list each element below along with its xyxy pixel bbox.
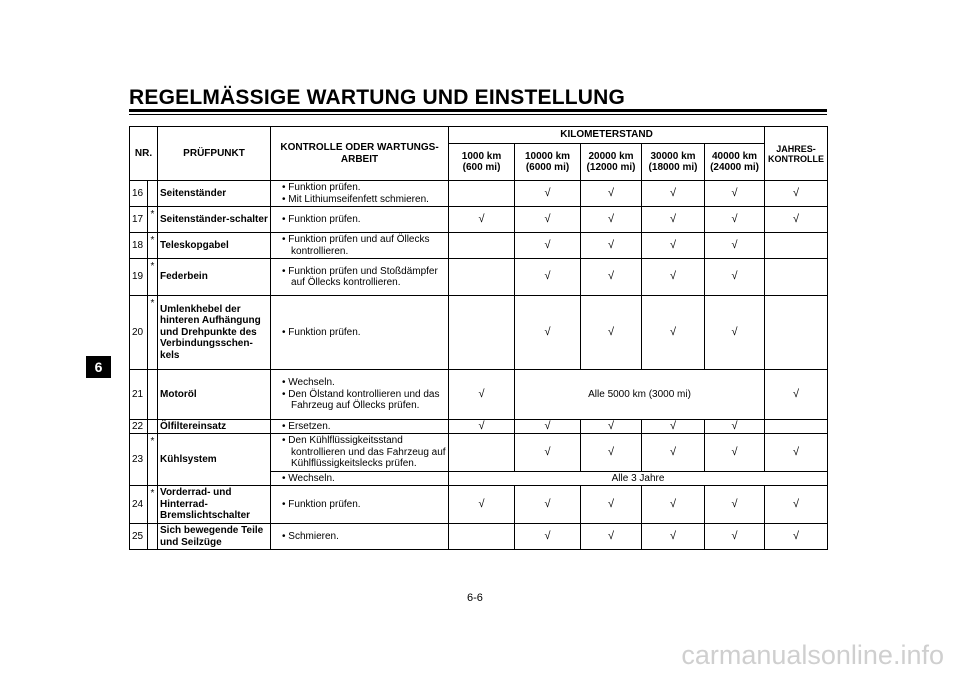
check-mark: √ — [765, 181, 828, 207]
header-km-col — [581, 144, 642, 181]
check-mark: √ — [705, 434, 765, 472]
check-mark: √ — [705, 233, 765, 259]
asterisk-mark — [148, 370, 158, 420]
check-mark — [449, 259, 515, 296]
table-row — [130, 420, 828, 434]
work-cell — [271, 420, 449, 434]
interval-text: Alle 3 Jahre — [449, 472, 828, 486]
table-row — [130, 259, 828, 296]
work-item: • Funktion prüfen. — [273, 214, 446, 226]
header-km-value: 10000 km — [524, 150, 571, 162]
check-mark: √ — [581, 259, 642, 296]
page-number: 6-6 — [467, 592, 483, 604]
check-mark: √ — [581, 524, 642, 550]
table-row — [130, 233, 828, 259]
work-cell — [271, 370, 449, 420]
check-mark — [449, 233, 515, 259]
check-mark: √ — [705, 181, 765, 207]
asterisk-mark: * — [148, 207, 158, 233]
work-cell — [271, 486, 449, 524]
header-mi-value: (12000 mi) — [586, 162, 636, 173]
work-item: • Funktion prüfen. — [273, 182, 446, 194]
header-km-group: KILOMETERSTAND — [449, 127, 765, 144]
work-item: • Wechseln. — [273, 377, 446, 389]
asterisk-mark: * — [148, 233, 158, 259]
work-cell — [271, 233, 449, 259]
header-nr: NR. — [130, 127, 158, 181]
check-mark: √ — [642, 486, 705, 524]
check-mark: √ — [705, 207, 765, 233]
header-mi-value: (24000 mi) — [710, 162, 759, 173]
header-km-col — [449, 144, 515, 181]
check-mark — [449, 296, 515, 370]
check-mark: √ — [581, 486, 642, 524]
check-mark: √ — [642, 524, 705, 550]
work-item: • Mit Lithiumseifenfett schmieren. — [273, 194, 446, 206]
check-mark: √ — [705, 486, 765, 524]
work-item: • Funktion prüfen. — [273, 499, 446, 511]
item-name: Sich bewegende Teile und Seilzüge — [158, 524, 271, 550]
item-name: Vorderrad- und Hinterrad-Bremslichtschalter — [158, 486, 271, 524]
header-km-col — [705, 144, 765, 181]
header-annual: JAHRES-KONTROLLE — [765, 127, 828, 181]
check-mark: √ — [515, 434, 581, 472]
interval-text: Alle 5000 km (3000 mi) — [515, 370, 765, 420]
check-mark: √ — [515, 486, 581, 524]
asterisk-mark: * — [148, 296, 158, 370]
header-mi-value: (6000 mi) — [525, 162, 570, 173]
row-number: 23 — [130, 434, 148, 486]
check-mark: √ — [765, 486, 828, 524]
asterisk-mark — [148, 181, 158, 207]
check-mark: √ — [515, 233, 581, 259]
work-cell — [271, 434, 449, 472]
row-number: 18 — [130, 233, 148, 259]
check-mark: √ — [581, 296, 642, 370]
check-mark: √ — [765, 370, 828, 420]
work-cell — [271, 181, 449, 207]
check-mark: √ — [705, 524, 765, 550]
check-mark: √ — [581, 207, 642, 233]
asterisk-mark: * — [148, 486, 158, 524]
check-mark: √ — [449, 207, 515, 233]
header-item: PRÜFPUNKT — [158, 127, 271, 181]
table-row — [130, 486, 828, 524]
check-mark — [449, 524, 515, 550]
check-mark: √ — [515, 296, 581, 370]
check-mark — [449, 434, 515, 472]
work-item: • Den Kühlflüssigkeitsstand kontrollieren und das Fahrzeug auf Kühlflüssigkeitslecks prüfen. — [273, 435, 446, 470]
check-mark: √ — [705, 420, 765, 434]
work-item: • Wechseln. — [273, 473, 446, 485]
item-name: Seitenständer-schalter — [158, 207, 271, 233]
check-mark — [765, 296, 828, 370]
check-mark: √ — [642, 259, 705, 296]
work-item: • Schmieren. — [273, 531, 446, 543]
row-number: 24 — [130, 486, 148, 524]
work-cell — [271, 524, 449, 550]
header-work: KONTROLLE ODER WARTUNGS-ARBEIT — [271, 127, 449, 181]
header-km-value: 30000 km — [650, 150, 696, 162]
check-mark: √ — [642, 296, 705, 370]
maintenance-table — [129, 126, 828, 550]
item-name: Kühlsystem — [158, 434, 271, 486]
check-mark: √ — [581, 233, 642, 259]
table-row — [130, 296, 828, 370]
item-name: Seitenständer — [158, 181, 271, 207]
work-item: • Ersetzen. — [273, 421, 446, 433]
work-item: • Funktion prüfen und auf Öllecks kontrollieren. — [273, 234, 446, 257]
row-number: 20 — [130, 296, 148, 370]
header-km-value: 20000 km — [588, 150, 634, 162]
check-mark: √ — [705, 296, 765, 370]
check-mark: √ — [642, 434, 705, 472]
header-km-value: 1000 km — [461, 150, 502, 162]
row-number: 25 — [130, 524, 148, 550]
work-cell — [271, 207, 449, 233]
header-mi-value: (600 mi) — [462, 162, 501, 173]
title-rule-thick — [129, 109, 827, 112]
check-mark: √ — [515, 207, 581, 233]
table-row — [130, 524, 828, 550]
check-mark: √ — [449, 370, 515, 420]
asterisk-mark — [148, 420, 158, 434]
row-number: 16 — [130, 181, 148, 207]
title-rule-thin — [129, 114, 827, 115]
check-mark: √ — [642, 233, 705, 259]
check-mark: √ — [581, 181, 642, 207]
row-number: 21 — [130, 370, 148, 420]
check-mark — [765, 420, 828, 434]
check-mark: √ — [515, 524, 581, 550]
work-cell — [271, 259, 449, 296]
work-item: • Den Ölstand kontrollieren und das Fahrzeug auf Öllecks prüfen. — [273, 389, 446, 412]
check-mark: √ — [515, 181, 581, 207]
item-name: Motoröl — [158, 370, 271, 420]
work-item: • Funktion prüfen. — [273, 327, 446, 339]
check-mark: √ — [642, 207, 705, 233]
check-mark: √ — [449, 486, 515, 524]
header-km-col — [642, 144, 705, 181]
header-km-col — [515, 144, 581, 181]
table-row — [130, 207, 828, 233]
header-km-value: 40000 km — [712, 150, 758, 162]
watermark: carmanualsonline.info — [681, 640, 944, 670]
asterisk-mark: * — [148, 259, 158, 296]
header-mi-value: (18000 mi) — [648, 162, 698, 173]
table-row — [130, 434, 828, 472]
page-title: REGELMÄSSIGE WARTUNG UND EINSTELLUNG — [129, 86, 626, 109]
item-name: Ölfiltereinsatz — [158, 420, 271, 434]
item-name: Umlenkhebel der hinteren Aufhängung und Drehpunkte des Verbindungsschen-kels — [158, 296, 271, 370]
row-number: 22 — [130, 420, 148, 434]
table-row — [130, 181, 828, 207]
row-number: 17 — [130, 207, 148, 233]
work-cell — [271, 296, 449, 370]
check-mark: √ — [515, 259, 581, 296]
asterisk-mark — [148, 524, 158, 550]
check-mark: √ — [515, 420, 581, 434]
check-mark: √ — [765, 524, 828, 550]
check-mark: √ — [642, 420, 705, 434]
chapter-tab: 6 — [86, 356, 111, 378]
check-mark: √ — [642, 181, 705, 207]
check-mark — [765, 259, 828, 296]
work-item: • Funktion prüfen und Stoßdämpfer auf Öllecks kontrollieren. — [273, 266, 446, 289]
check-mark: √ — [581, 434, 642, 472]
item-name: Federbein — [158, 259, 271, 296]
check-mark: √ — [765, 434, 828, 472]
check-mark — [449, 181, 515, 207]
item-name: Teleskopgabel — [158, 233, 271, 259]
work-cell — [271, 472, 449, 486]
table-row — [130, 370, 828, 420]
check-mark: √ — [705, 259, 765, 296]
check-mark — [765, 233, 828, 259]
check-mark: √ — [581, 420, 642, 434]
asterisk-mark: * — [148, 434, 158, 486]
row-number: 19 — [130, 259, 148, 296]
check-mark: √ — [765, 207, 828, 233]
check-mark: √ — [449, 420, 515, 434]
